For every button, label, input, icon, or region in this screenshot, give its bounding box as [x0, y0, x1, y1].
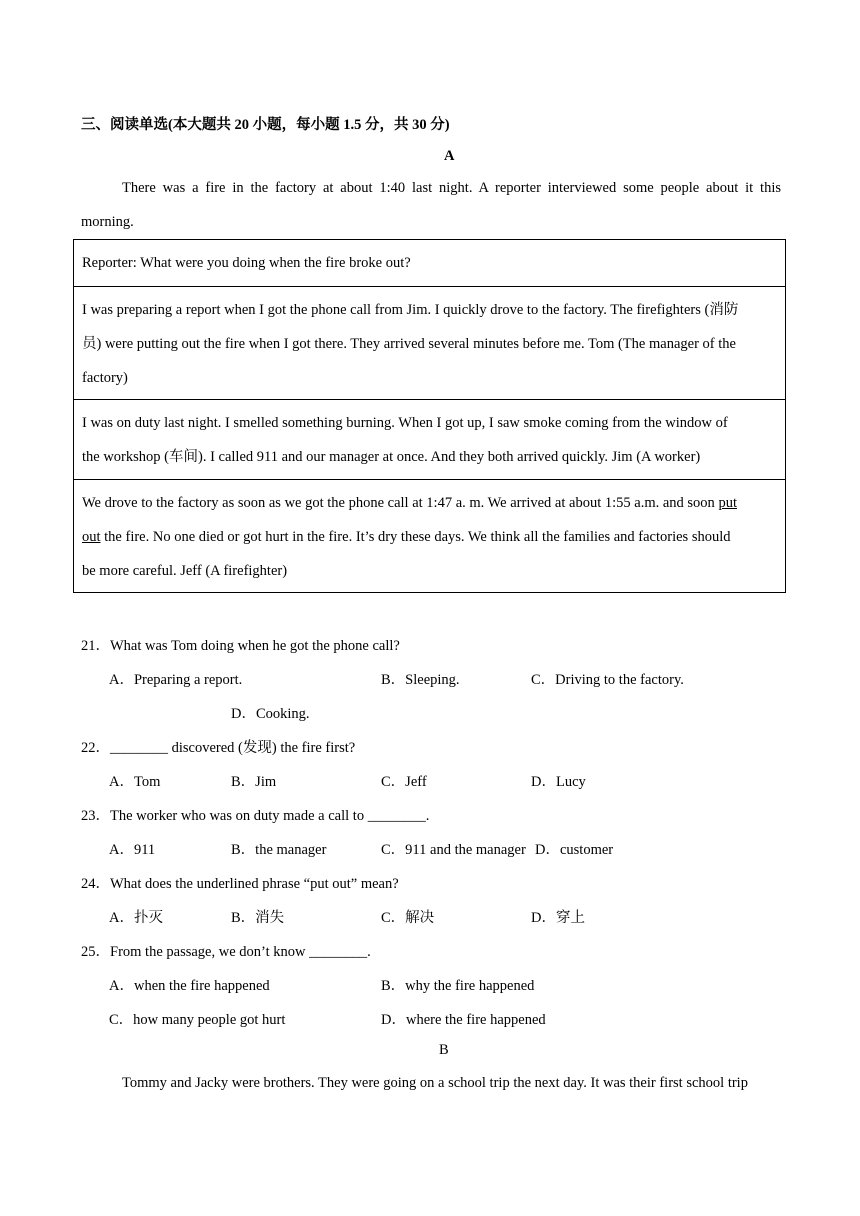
- question-22-stem: 22．________ discovered (发现) the fire first?: [81, 740, 356, 756]
- jim-line1: I was on duty last night. I smelled something burning. When I got up, I saw smoke coming from the window of: [82, 415, 728, 431]
- tom-line3: factory): [82, 370, 128, 386]
- q24-option-a[interactable]: A．扑灭: [109, 910, 163, 926]
- table-row-tom: [74, 286, 785, 399]
- q25-option-b[interactable]: B．why the fire happened: [381, 978, 535, 994]
- passage-b-label: B: [439, 1042, 449, 1058]
- question-21-stem: 21．What was Tom doing when he got the phone call?: [81, 638, 400, 654]
- q21-option-d[interactable]: D．Cooking.: [231, 706, 310, 722]
- question-23-stem: 23．The worker who was on duty made a call to ________.: [81, 808, 430, 824]
- tom-line2: 员) were putting out the fire when I got there. They arrived several minutes before me. Tom (The manager of the: [82, 336, 736, 352]
- q24-option-b[interactable]: B．消失: [231, 910, 285, 926]
- reporter-question: Reporter: What were you doing when the fire broke out?: [82, 255, 411, 271]
- underlined-put: put: [718, 495, 737, 511]
- q22-option-b[interactable]: B．Jim: [231, 774, 277, 790]
- table-row-reporter: [74, 240, 785, 286]
- jeff-line1-text: We drove to the factory as soon as we got the phone call at 1:47 a. m. We arrived at about 1:55 a.m. and soon: [82, 495, 719, 511]
- section-title: 三、阅读单选(本大题共 20 小题，每小题 1.5 分，共 30 分): [81, 117, 450, 133]
- q25-option-a[interactable]: A．when the fire happened: [109, 978, 270, 994]
- interview-table: [73, 239, 786, 593]
- q23-option-b[interactable]: B．the manager: [231, 842, 327, 858]
- q25-option-d[interactable]: D．where the fire happened: [381, 1012, 546, 1028]
- q21-option-c[interactable]: C．Driving to the factory.: [531, 672, 684, 688]
- jeff-line3: be more careful. Jeff (A firefighter): [82, 563, 288, 579]
- jeff-line1: [82, 486, 777, 520]
- q24-option-d[interactable]: D．穿上: [531, 910, 585, 926]
- q21-option-b[interactable]: B．Sleeping.: [381, 672, 460, 688]
- passage-a-intro-line1: There was a fire in the factory at about 1:40 last night. A reporter interviewed some people about it this: [122, 180, 781, 196]
- q22-option-a[interactable]: A．Tom: [109, 774, 161, 790]
- q22-option-d[interactable]: D．Lucy: [531, 774, 586, 790]
- passage-a-label: A: [444, 148, 455, 164]
- underlined-out: out: [82, 529, 101, 545]
- tom-line1: I was preparing a report when I got the phone call from Jim. I quickly drove to the factory. The firefighters (消防: [82, 302, 739, 318]
- q24-option-c[interactable]: C．解决: [381, 910, 435, 926]
- table-row-jim: [74, 399, 785, 479]
- jeff-line2: [82, 520, 777, 554]
- table-row-jeff: [74, 479, 785, 592]
- q23-option-c[interactable]: C．911 and the manager: [381, 842, 526, 858]
- q21-option-a[interactable]: A．Preparing a report.: [109, 672, 243, 688]
- q22-option-c[interactable]: C．Jeff: [381, 774, 427, 790]
- jeff-line2-text: the fire. No one died or got hurt in the fire. It’s dry these days. We think all the families and factories should: [100, 529, 731, 545]
- q23-option-d[interactable]: D．customer: [535, 842, 614, 858]
- question-25-stem: 25．From the passage, we don’t know ________.: [81, 944, 371, 960]
- passage-a-intro-line2: morning.: [81, 214, 134, 230]
- passage-b-intro-line1: Tommy and Jacky were brothers. They were going on a school trip the next day. It was their first school trip: [122, 1075, 748, 1091]
- q25-option-c[interactable]: C．how many people got hurt: [109, 1012, 286, 1028]
- question-24-stem: 24．What does the underlined phrase “put out” mean?: [81, 876, 399, 892]
- jim-line2: the workshop (车间). I called 911 and our manager at once. And they both arrived quickly. Jim (A worker): [82, 449, 701, 465]
- q23-option-a[interactable]: A．911: [109, 842, 156, 858]
